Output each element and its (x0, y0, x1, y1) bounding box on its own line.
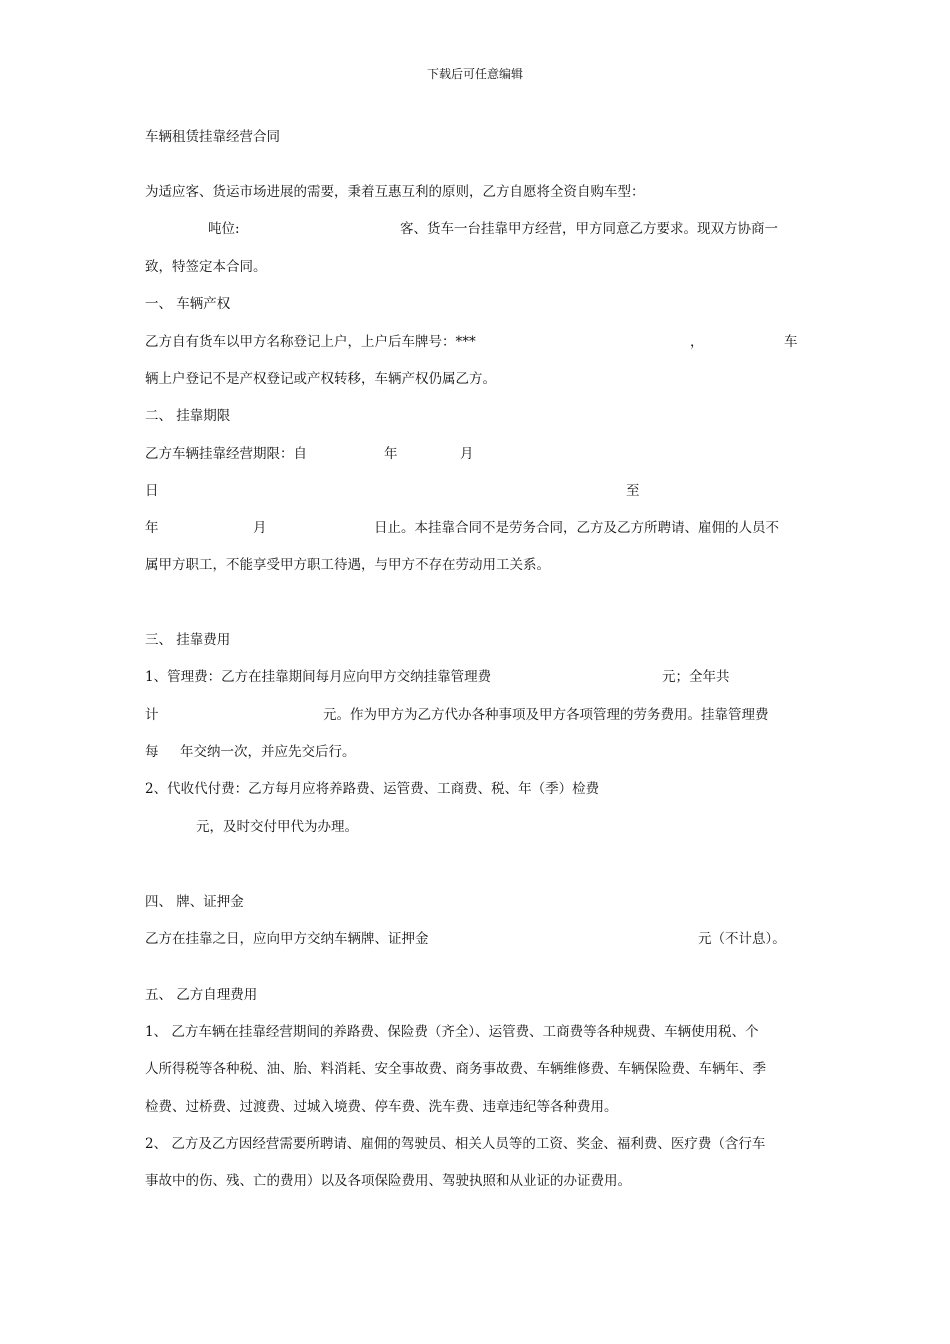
page-header: 下载后可任意编辑 (426, 67, 523, 81)
section-3-item-1-unit: 元；全年共 (662, 669, 730, 685)
section-3-total-label: 计 (145, 707, 159, 723)
section-2-day-label: 日 (145, 483, 159, 499)
section-5-item-1-line-1: 1、 乙方车辆在挂靠经营期间的养路费、保险费（齐全）、运管费、工商费等各种规费、车辆使用税、个 (145, 1024, 759, 1040)
intro-paragraph-1: 为适应客、货运市场进展的需要，秉着互惠互利的原则，乙方自愿将全资自购车型： (145, 184, 645, 200)
section-2-to-label: 至 (626, 483, 640, 499)
section-1-comma: ， (690, 334, 704, 350)
section-2-end-year-label: 年 (145, 520, 159, 536)
section-2-year-label: 年 (384, 446, 398, 462)
section-2-line-3: 日止。本挂靠合同不是劳务合同，乙方及乙方所聘请、雇佣的人员不 (374, 520, 779, 536)
section-3-item-2: 2、代收代付费：乙方每月应将养路费、运管费、工商费、税、年（季）检费 (145, 781, 600, 797)
intro-paragraph-3: 致，特签定本合同。 (145, 259, 267, 275)
intro-paragraph-2: 客、货车一台挂靠甲方经营，甲方同意乙方要求。现双方协商一 (400, 221, 778, 237)
section-2-end-month-label: 月 (253, 520, 267, 536)
section-5-title: 五、 乙方自理费用 (145, 987, 258, 1003)
section-5-item-2-line-1: 2、 乙方及乙方因经营需要所聘请、雇佣的驾驶员、相关人员等的工资、奖金、福利费、医疗费（含行车 (145, 1136, 766, 1152)
section-3-item-1: 1、管理费：乙方在挂靠期间每月应向甲方交纳挂靠管理费 (145, 669, 492, 685)
section-3-title: 三、 挂靠费用 (145, 632, 231, 648)
section-1-title: 一、 车辆产权 (145, 296, 231, 312)
section-1-line-2: 辆上户登记不是产权登记或产权转移，车辆产权仍属乙方。 (145, 371, 496, 387)
section-1-line-1: 乙方自有货车以甲方名称登记上户，上户后车牌号：*** (145, 334, 476, 350)
section-3-line-2: 元。作为甲方为乙方代办各种事项及甲方各项管理的劳务费用。挂靠管理费 (323, 707, 769, 723)
section-1-line-1-end: 车 (784, 334, 798, 350)
section-3-line-3: 年交纳一次，并应先交后行。 (180, 744, 356, 760)
section-3-item-2-tail: 元，及时交付甲代为办理。 (196, 819, 358, 835)
section-2-title: 二、 挂靠期限 (145, 408, 231, 424)
tonnage-label: 吨位: (208, 221, 240, 237)
contract-title: 车辆租赁挂靠经营合同 (145, 129, 280, 145)
section-4-title: 四、 牌、证押金 (145, 894, 244, 910)
section-2-month-label: 月 (460, 446, 474, 462)
section-5-item-2-line-2: 事故中的伤、残、亡的费用）以及各项保险费用、驾驶执照和从业证的办证费用。 (145, 1173, 631, 1189)
section-3-each-label: 每 (145, 744, 159, 760)
section-5-item-1-line-2: 人所得税等各种税、油、胎、料消耗、安全事故费、商务事故费、车辆维修费、车辆保险费、车辆年、季 (145, 1061, 766, 1077)
section-4-line-1-unit: 元（不计息）。 (698, 931, 786, 947)
section-4-line-1: 乙方在挂靠之日，应向甲方交纳车辆牌、证押金 (145, 931, 429, 947)
section-2-line-4: 属甲方职工，不能享受甲方职工待遇，与甲方不存在劳动用工关系。 (145, 557, 550, 573)
section-5-item-1-line-3: 检费、过桥费、过渡费、过城入境费、停车费、洗车费、违章违纪等各种费用。 (145, 1099, 618, 1115)
section-2-term-start: 乙方车辆挂靠经营期限：自 (145, 446, 307, 462)
